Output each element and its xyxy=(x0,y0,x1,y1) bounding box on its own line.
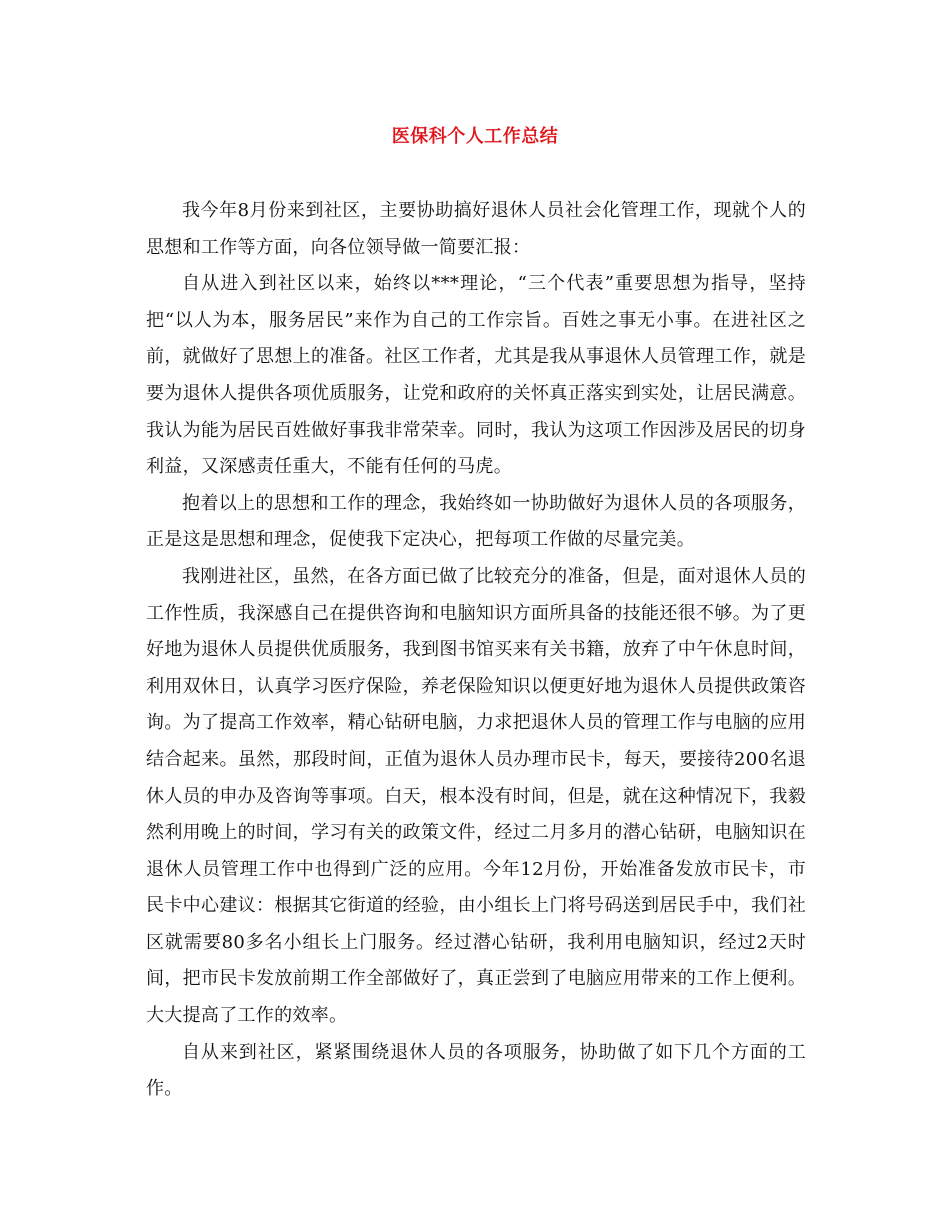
document-body xyxy=(146,193,806,1108)
paragraph: 自从进入到社区以来，始终以***理论，“三个代表”重要思想为指导，坚持把“以人为本，服务居民”来作为自己的工作宗旨。百姓之事无小事。在进社区之前，就做好了思想上的准备。社区工作者，尤其是我从事退休人员管理工作，就是要为退休人提供各项优质服务，让党和政府的关怀真正落实到实处，让居民满意。我认为能为居民百姓做好事我非常荣幸。同时，我认为这项工作因涉及居民的切身利益，又深感责任重大，不能有任何的马虎。 xyxy=(146,273,806,478)
document-title: 医保科个人工作总结 xyxy=(391,126,559,147)
paragraph: 我刚进社区，虽然，在各方面已做了比较充分的准备，但是，面对退休人员的工作性质，我深感自己在提供咨询和电脑知识方面所具备的技能还很不够。为了更好地为退休人员提供优质服务，我到图书馆买来有关书籍，放弃了中午休息时间，利用双休日，认真学习医疗保险，养老保险知识以便更好地为退休人员提供政策咨询。为了提高工作效率，精心钻研电脑，力求把退休人员的管理工作与电脑的应用结合起来。虽然，那段时间，正值为退休人员办理市民卡，每天，要接待200名退休人员的申办及咨询等事项。白天，根本没有时间，但是，就在这种情况下，我毅然利用晚上的时间，学习有关的政策文件，经过二月多月的潜心钻研，电脑知识在退休人员管理工作中也得到广泛的应用。今年12月份，开始准备发放市民卡，市民卡中心建议：根据其它街道的经验，由小组长上门将号码送到居民手中，我们社区就需要80多名小组长上门服务。经过潜心钻研，我利用电脑知识，经过2天时间，把市民卡发放前期工作全部做好了，真正尝到了电脑应用带来的工作上便利。大大提高了工作的效率。 xyxy=(146,565,806,1027)
paragraph: 我今年8月份来到社区，主要协助搞好退休人员社会化管理工作，现就个人的思想和工作等方面，向各位领导做一简要汇报： xyxy=(146,200,806,258)
paragraph: 抱着以上的思想和工作的理念，我始终如一协助做好为退休人员的各项服务，正是这是思想和理念，促使我下定决心，把每项工作做的尽量完美。 xyxy=(146,492,806,551)
paragraph: 自从来到社区，紧紧围绕退休人员的各项服务，协助做了如下几个方面的工作。 xyxy=(146,1041,806,1100)
